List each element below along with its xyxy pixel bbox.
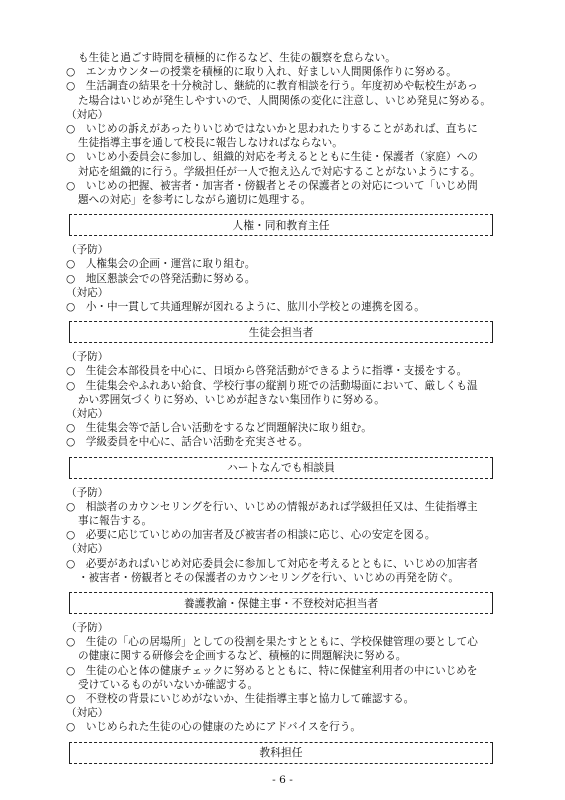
page-number: - 6 -	[272, 774, 293, 786]
text-line: かい雰囲気づくりに努め、いじめが起きない集団作りに努める。	[78, 393, 385, 406]
text-line: た場合はいじめが発生しやすいので、人間関係の変化に注意し、いじめ発見に努める。	[78, 94, 491, 107]
text-line: ○ いじめ小委員会に参加し、組織的対応を考えるとともに生徒・保護者（家庭）への	[66, 151, 478, 164]
text-line: ○ 生活調査の結果を十分検討し、継続的に教育相談を行う。年度初めや転校生があっ	[66, 80, 478, 93]
text-line: の健康に関する研修会を企画するなど、積極的に問題解決に努める。	[78, 650, 407, 663]
text-line: ○ エンカウンターの授業を積極的に取り入れ、好ましい人間関係作りに努める。	[66, 66, 457, 79]
section-heading-box	[69, 321, 493, 343]
section-title: 生徒会担当者	[248, 325, 314, 339]
text-line: ○ 生徒の心と体の健康チェックに努めるとともに、特に保健室利用者の中にいじめを	[66, 664, 478, 677]
text-line: ○ 学級委員を中心に、話合い活動を充実させる。	[66, 436, 309, 449]
text-line: （対応）	[66, 408, 109, 420]
text-line: ○ 地区懇談会での啓発活動に努める。	[66, 272, 256, 285]
text-line: ○ 生徒会本部役員を中心に、日頃から啓発活動ができるように指導・支援をする。	[66, 365, 468, 378]
text-line: ○ 生徒集会やふれあい給食、学校行事の縦割り班での活動場面において、厳しくも温	[66, 379, 478, 392]
text-line: ○ 人権集会の企画・運営に取り組む。	[66, 258, 256, 271]
section-title: 人権・同和教育主任	[232, 218, 330, 232]
text-line: 事に報告する。	[78, 515, 153, 527]
section-title: ハートなんでも相談員	[227, 461, 335, 475]
text-line: （予防）	[66, 622, 109, 634]
text-line: ○ 生徒の「心の居場所」としての役割を果たすとともに、学校保健管理の要として心	[66, 636, 478, 649]
text-line: も生徒と過ごす時間を積極的に作るなど、生徒の観察を怠らない。	[78, 52, 396, 64]
text-line: ○ 不登校の背景にいじめがないか、生徒指導主事と協力して確認する。	[66, 693, 415, 705]
section-heading-box	[69, 592, 493, 614]
text-line: ○ 必要に応じていじめの加害者及び被害者の相談に応じ、心の安定を図る。	[66, 529, 436, 542]
text-line: （対応）	[66, 707, 109, 720]
text-line: 受けているものがいないか確認する。	[78, 678, 259, 691]
text-line: ○ 必要があればいじめ対応委員会に参加して対応を考えるとともに、いじめの加害者	[66, 557, 478, 570]
text-line: （予防）	[66, 244, 109, 257]
text-line: （予防）	[66, 486, 109, 499]
section-heading-box	[69, 742, 493, 764]
section-heading-box	[69, 214, 493, 236]
text-line: ○ いじめられた生徒の心の健康のためにアドバイスを行う。	[66, 721, 361, 734]
section-title: 教科担任	[259, 746, 303, 760]
text-line: 生徒指導主事を通して校長に報告しなければならない。	[78, 137, 343, 150]
text-line: ○ 相談者のカウンセリングを行い、いじめの情報があれば学級担任又は、生徒指導主	[66, 500, 478, 513]
text-line: ○ いじめの訴えがあったりいじめではないかと思われたりすることがあれば、直ちに	[66, 123, 478, 135]
section-title: 養護教諭・保健主事・不登校対応担当者	[183, 596, 379, 610]
text-line: ・被害者・傍観者とその保護者のカウンセリングを行い、いじめの再発を防ぐ。	[78, 571, 459, 584]
text-line: （対応）	[66, 108, 109, 121]
text-line: （対応）	[66, 543, 109, 556]
text-line: ○ 生徒集会等で話し合い活動をするなど問題解決に取り組む。	[66, 422, 372, 435]
text-line: 題への対応」を参考にしながら適切に処理する。	[78, 194, 312, 206]
section-heading-box	[69, 457, 493, 479]
text-line: ○ いじめの把握、被害者・加害者・傍観者とその保護者との対応について「いじめ問	[66, 179, 478, 192]
text-line: 対応を組織的に行う。学級担任が一人で抱え込んで対応することがないようにする。	[78, 165, 481, 178]
text-line: （対応）	[66, 286, 109, 299]
text-line: ○ 小・中一貫して共通理解が図れるように、肱川小学校との連携を図る。	[66, 301, 425, 313]
text-line: （予防）	[66, 351, 109, 364]
